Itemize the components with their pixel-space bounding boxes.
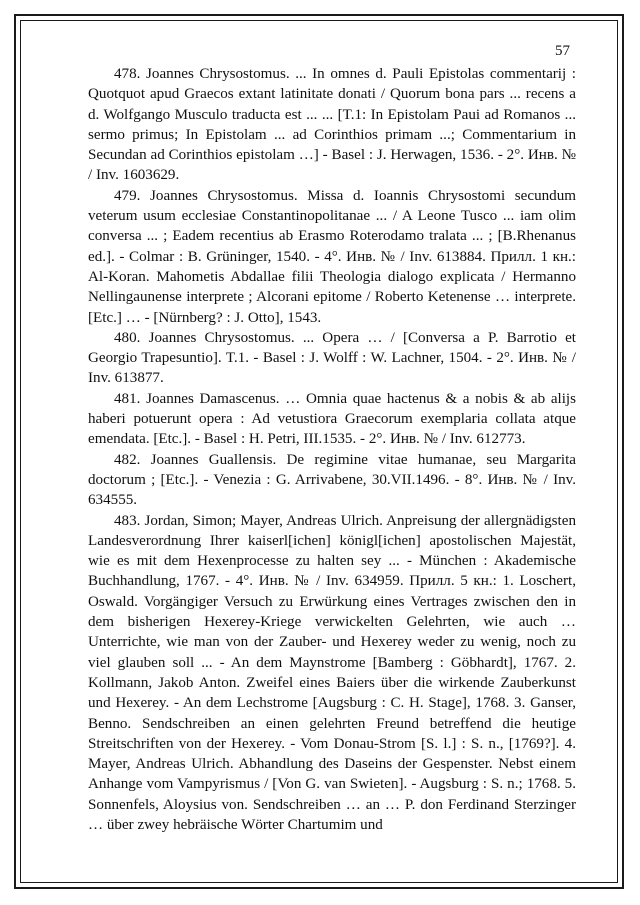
page-number: 57 — [555, 43, 570, 59]
catalog-entry-482: 482. Joannes Guallensis. De regimine vitae humanae, seu Margarita doctorum ; [Etc.]. - Venezia : G. Arrivabene, 30.VII.1496. - 8°. Инв. № / Inv. 634555. — [88, 451, 576, 509]
catalog-entry-479: 479. Joannes Chrysostomus. Missa d. Ioannis Chrysostomi secundum veterum usum ecclesiae Constantinopolitanae ... / A Leone Tusco ... iam olim conversa ... ; Eadem recentius ab Erasmo Roterodamo tralata ... ; [B.Rhenanus ed.]. - Colmar : B. Grüninger, 1540. - 4°. Инв. № / Inv. 613884. Прилл. 1 кн.: Al-Koran. Mahometis Abdallae filii Theologia dialogo explicata / Hermanno Nellingaunense interprete ; Alcorani epitome / Roberto Ketenense … interprete. [Etc.] … - [Nürnberg? : J. Otto], 1543. — [88, 187, 576, 326]
catalog-entry-478: 478. Joannes Chrysostomus. ... In omnes d. Pauli Epistolas commentarij : Quotquot apud Graecos extant latinitate donati / Quorum bona pars ... recens a d. Wolfgango Musculo traducta est ... ... [T.1: In Epistolam Paui ad Romanos ... sermo primus; In Epistolam ... ad Corinthios primam ...; Commentarium in Secundan ad Corinthios epistolam …] - Basel : J. Herwagen, 1536. - 2°. Инв. № / Inv. 1603629. — [88, 66, 576, 184]
catalog-entry-483: 483. Jordan, Simon; Mayer, Andreas Ulrich. Anpreisung der allergnädigsten Landesverordnung Ihrer kaiserl[ichen] königl[ichen] apostolischen Majestät, wie es mit dem Hexenprocesse zu halten sey ... - München : Akademische Buchhandlung, 1767. - 4°. Инв. № / Inv. 634959. Прилл. 5 кн.: 1. Loschert, Oswald. Vorgängiger Versuch zu Erwürkung eines Vertrages zwischen den in dem bisherigen Hexerey-Kriege verwickelten Gelehrten, wie auch … Unterrichte, wie man von der Zauber- und Hexerey weder zu wenig, noch zu viel glauben soll ... - An dem Maynstrome [Bamberg : Göbhardt], 1767. 2. Kollmann, Jakob Anton. Zweifel eines Baiers über die wirkende Zauberkunst und Hexerey. - An dem Lechstrome [Augsburg : C. H. Stage], 1768. 3. Ganser, Benno. Sendschreiben an einen gelehrten Freund betreffend die heutige Streitschriften von der Hexerey. - Vom Donau-Strom [S. l.] : S. n., [1769?]. 4. Mayer, Andreas Ulrich. Abhandlung des Daseins der Gespenster. Nebst einem Anhange vom Vampyrismus / [Von G. van Swieten]. - Augsburg : S. n.; 1768. 5. Sonnenfels, Aloysius von. Sendschreiben … an … P. don Ferdinand Sterzinger … über zwey hebräische Wörter Chartumim und — [88, 512, 576, 833]
catalog-entry-481: 481. Joannes Damascenus. … Omnia quae hactenus & a nobis & ab alijs haberi potuerunt opera : Ad vetustiora Graecorum exemplaria collata atque emendata. [Etc.]. - Basel : H. Petri, III.1535. - 2°. Инв. № / Inv. 612773. — [88, 390, 576, 448]
catalog-text — [88, 64, 576, 835]
catalog-entry-480: 480. Joannes Chrysostomus. ... Opera … / [Conversa a P. Barrotio et Georgio Trapesuntio]. T.1. - Basel : J. Wolff : W. Lachner, 1504. - 2°. Инв. № / Inv. 613877. — [88, 329, 576, 387]
